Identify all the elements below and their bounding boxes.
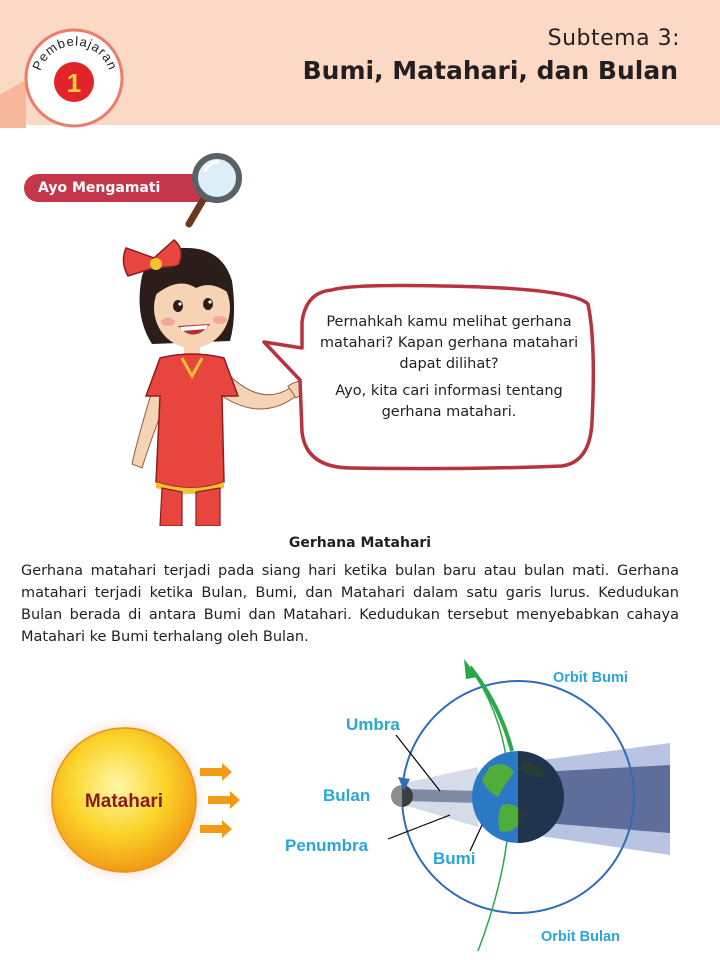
section-paragraph: Gerhana matahari terjadi pada siang hari ketika bulan baru atau bulan mati. Gerhana matahari terjadi ketika Bulan, Bumi, dan Matahari dalam satu garis lurus. Kedudukan Bulan berada di antara Bumi dan Matahari. Kedudukan tersebut menyebabkan cahaya Matahari ke Bumi terhalang oleh Bulan.	[21, 563, 679, 645]
speech-text	[318, 312, 580, 429]
header-stripe	[0, 80, 26, 128]
penumbra-label: Penumbra	[285, 836, 369, 855]
penumbra-pointer	[388, 815, 450, 839]
earth-orbit-label: Orbit Bumi	[553, 670, 628, 686]
subtema-label: Subtema 3:	[547, 26, 680, 51]
earth	[472, 751, 564, 843]
bumi-pointer	[470, 825, 482, 851]
solar-eclipse-diagram	[0, 655, 720, 955]
badge-number: 1	[66, 68, 82, 98]
page-title: Bumi, Matahari, dan Bulan	[302, 56, 678, 85]
earth-label: Bumi	[433, 849, 476, 868]
badge-label: Pembelajaran	[29, 33, 121, 73]
umbra-label: Umbra	[346, 715, 400, 734]
moon	[391, 785, 413, 807]
sun-label: Matahari	[84, 791, 164, 812]
moon-orbit-label: Orbit Bulan	[541, 929, 620, 945]
lesson-badge	[24, 28, 124, 128]
magnifier-icon	[185, 150, 245, 230]
sun	[40, 716, 208, 884]
moon-label: Bulan	[323, 786, 371, 805]
observe-tag: Ayo Mengamati	[24, 174, 214, 202]
speech-invite: Ayo, kita cari informasi tentang gerhana matahari.	[335, 383, 563, 420]
section-title: Gerhana Matahari	[288, 535, 432, 551]
earth-orbit-arrow	[464, 659, 478, 679]
umbra-cone	[404, 789, 478, 803]
speech-question: Pernahkah kamu melihat gerhana matahari? Kapan gerhana matahari dapat dilihat?	[319, 314, 579, 372]
earth-orbit-segment	[470, 667, 512, 751]
